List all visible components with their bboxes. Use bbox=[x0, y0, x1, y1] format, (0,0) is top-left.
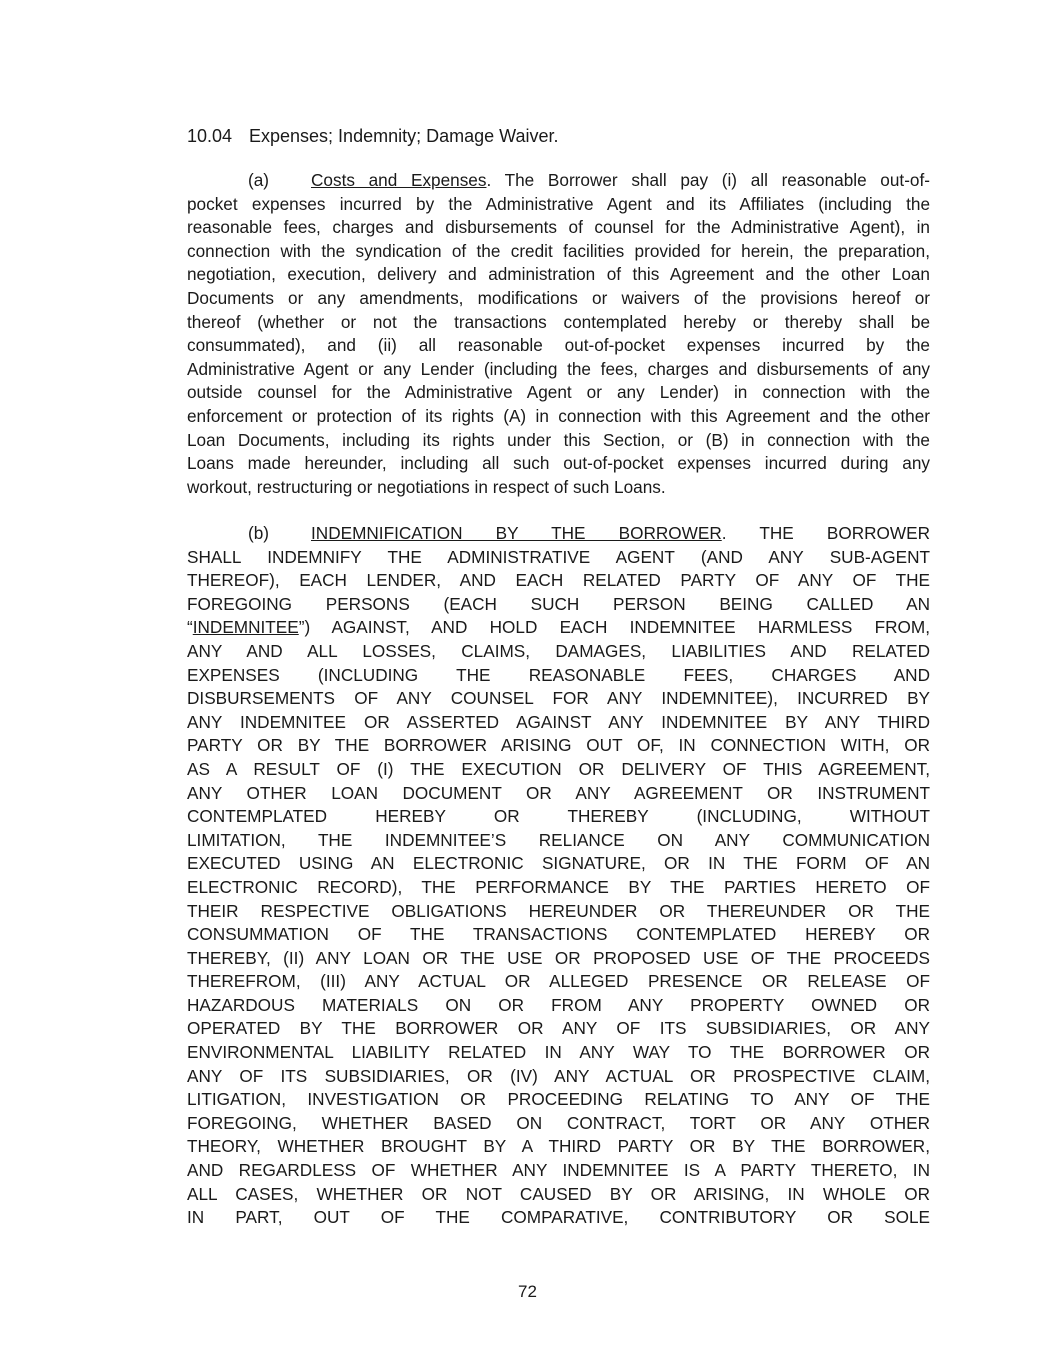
text-line: OPERATED BY THE BORROWER OR ANY OF ITS SUBSIDIARIES, OR ANY bbox=[187, 1018, 930, 1039]
text-line: ELECTRONIC RECORD), THE PERFORMANCE BY THE PARTIES HERETO OF bbox=[187, 876, 930, 897]
text-line: ALL CASES, WHETHER OR NOT CAUSED BY OR ARISING, IN WHOLE OR bbox=[187, 1183, 930, 1204]
section-title: Expenses; Indemnity; Damage Waiver. bbox=[249, 126, 559, 146]
text-line: EXPENSES (INCLUDING THE REASONABLE FEES, CHARGES AND bbox=[187, 664, 930, 685]
paragraph-a-heading: Costs and Expenses bbox=[311, 170, 487, 190]
text-line: DISBURSEMENTS OF ANY COUNSEL FOR ANY INDEMNITEE), INCURRED BY bbox=[187, 688, 930, 709]
text-line: THEREFROM, (III) ANY ACTUAL OR ALLEGED PRESENCE OR RELEASE OF bbox=[187, 971, 930, 992]
text-line: PARTY OR BY THE BORROWER ARISING OUT OF, IN CONNECTION WITH, OR bbox=[187, 735, 930, 756]
text-line: LIMITATION, THE INDEMNITEE’S RELIANCE ON ANY COMMUNICATION bbox=[187, 829, 930, 850]
text-line: enforcement or protection of its rights (A) in connection with this Agreement and the other bbox=[187, 405, 930, 426]
text-line: connection with the syndication of the credit facilities provided for herein, the preparation, bbox=[187, 240, 930, 261]
text-line: outside counsel for the Administrative Agent or any Lender) in connection with the bbox=[187, 382, 930, 403]
text-line: CONTEMPLATED HEREBY OR THEREBY (INCLUDING, WITHOUT bbox=[187, 806, 930, 827]
text-line: ANY OTHER LOAN DOCUMENT OR ANY AGREEMENT OR INSTRUMENT bbox=[187, 782, 930, 803]
open-quote: “ bbox=[187, 617, 193, 638]
section-number: 10.04 bbox=[187, 126, 233, 146]
text-line: reasonable fees, charges and disbursements of counsel for the Administrative Agent), in bbox=[187, 217, 930, 238]
text-line: Loan Documents, including its rights under this Section, or (B) in connection with the bbox=[187, 429, 930, 450]
text-line: IN PART, OUT OF THE COMPARATIVE, CONTRIBUTORY OR SOLE bbox=[187, 1207, 930, 1228]
text-line: ANY INDEMNITEE OR ASSERTED AGAINST ANY INDEMNITEE BY ANY THIRD bbox=[187, 711, 930, 732]
defined-term: INDEMNITEE bbox=[192, 617, 299, 638]
text-line: THEIR RESPECTIVE OBLIGATIONS HEREUNDER OR THEREUNDER OR THE bbox=[187, 900, 930, 921]
text-line: thereof (whether or not the transactions contemplated hereby or thereby shall be bbox=[187, 311, 930, 332]
text-line: workout, restructuring or negotiations in respect of such Loans. bbox=[187, 476, 666, 497]
text-line: HAZARDOUS MATERIALS ON OR FROM ANY PROPERTY OWNED OR bbox=[187, 994, 930, 1015]
text-line: ANY OF ITS SUBSIDIARIES, OR (IV) ANY ACTUAL OR PROSPECTIVE CLAIM, bbox=[187, 1065, 930, 1086]
paragraph-a-first-line-text: . The Borrower shall pay (i) all reasonable out-of- bbox=[486, 170, 930, 190]
text-line: Documents or any amendments, modifications or waivers of the provisions hereof or bbox=[187, 287, 930, 308]
paragraph-b-first-line-text: . THE BORROWER bbox=[721, 523, 931, 543]
text-line: AND REGARDLESS OF WHETHER ANY INDEMNITEE IS A PARTY THERETO, IN bbox=[187, 1160, 930, 1181]
text-line: SHALL INDEMNIFY THE ADMINISTRATIVE AGENT (AND ANY SUB-AGENT bbox=[187, 546, 930, 567]
text-line: Loans made hereunder, including all such out-of-pocket expenses incurred during any bbox=[187, 453, 930, 474]
text-line: THEREOF), EACH LENDER, AND EACH RELATED PARTY OF ANY OF THE bbox=[187, 570, 930, 591]
text-line: pocket expenses incurred by the Administrative Agent and its Affiliates (including the bbox=[187, 193, 930, 214]
text-line: AS A RESULT OF (I) THE EXECUTION OR DELIVERY OF THIS AGREEMENT, bbox=[187, 758, 930, 779]
text-line: negotiation, execution, delivery and administration of this Agreement and the other Loan bbox=[187, 264, 930, 285]
defined-term-line bbox=[187, 616, 930, 640]
paragraph-a-first-line bbox=[187, 169, 930, 193]
section-heading bbox=[187, 124, 558, 148]
page-number: 72 bbox=[518, 1282, 537, 1301]
defined-term-line-text: ”) AGAINST, AND HOLD EACH INDEMNITEE HARMLESS FROM, bbox=[298, 617, 930, 638]
text-line: Administrative Agent or any Lender (including the fees, charges and disbursements of any bbox=[187, 358, 930, 379]
paragraph-indemnification bbox=[187, 522, 930, 1230]
text-line: THEORY, WHETHER BROUGHT BY A THIRD PARTY OR BY THE BORROWER, bbox=[187, 1136, 930, 1157]
text-line: THEREBY, (II) ANY LOAN OR THE USE OR PROPOSED USE OF THE PROCEEDS bbox=[187, 947, 930, 968]
text-line: EXECUTED USING AN ELECTRONIC SIGNATURE, OR IN THE FORM OF AN bbox=[187, 853, 930, 874]
text-line: FOREGOING, WHETHER BASED ON CONTRACT, TORT OR ANY OTHER bbox=[187, 1112, 930, 1133]
text-line: CONSUMMATION OF THE TRANSACTIONS CONTEMPLATED HEREBY OR bbox=[187, 924, 930, 945]
text-line: ANY AND ALL LOSSES, CLAIMS, DAMAGES, LIABILITIES AND RELATED bbox=[187, 640, 930, 661]
text-line: ENVIRONMENTAL LIABILITY RELATED IN ANY WAY TO THE BORROWER OR bbox=[187, 1042, 930, 1063]
paragraph-costs-and-expenses bbox=[187, 169, 930, 499]
text-line: consummated), and (ii) all reasonable out-of-pocket expenses incurred by the bbox=[187, 335, 930, 356]
paragraph-a-label: (a) bbox=[248, 170, 270, 190]
paragraph-b-heading: INDEMNIFICATION BY THE BORROWER bbox=[311, 523, 722, 543]
text-line: FOREGOING PERSONS (EACH SUCH PERSON BEING CALLED AN bbox=[187, 593, 930, 614]
text-line: LITIGATION, INVESTIGATION OR PROCEEDING RELATING TO ANY OF THE bbox=[187, 1089, 930, 1110]
paragraph-b-label: (b) bbox=[248, 523, 270, 543]
paragraph-b-first-line bbox=[187, 522, 930, 546]
